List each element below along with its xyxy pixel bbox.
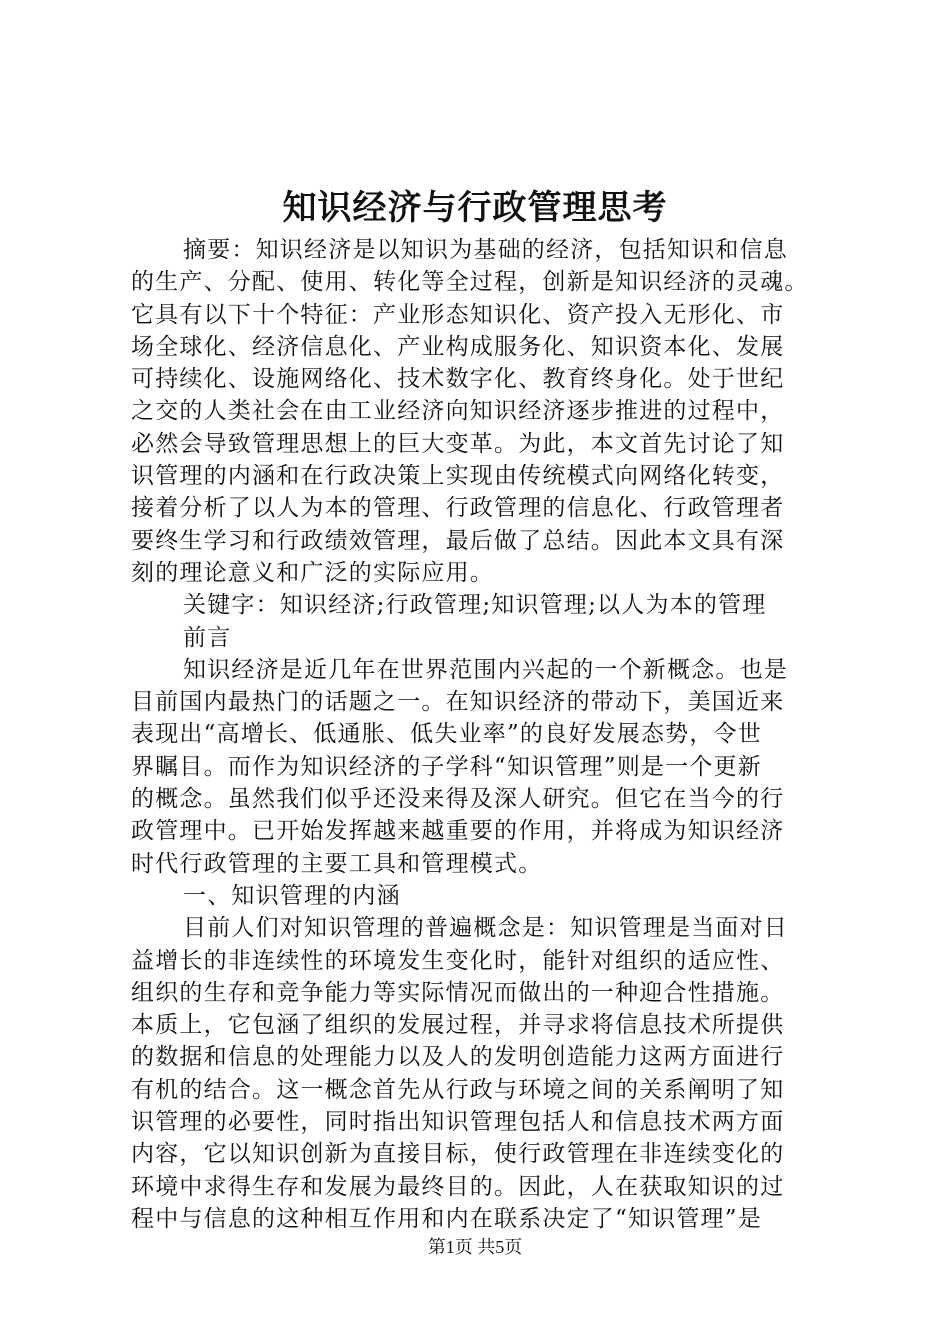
paragraph-line: 时代行政管理的主要工具和管理模式。 [131, 850, 543, 877]
document-title: 知识经济与行政管理思考 [282, 188, 668, 228]
paragraph-line: 益增长的非连续性的环境发生变化时，能针对组织的适应性、 [131, 947, 785, 974]
paragraph-line: 的概念。虽然我们似乎还没来得及深人研究。但它在当今的行 [131, 786, 785, 813]
paragraph-line: 表现出“高增长、低通胀、低失业率”的良好发展态势，令世 [131, 721, 762, 748]
paragraph-line: 环境中求得生存和发展为最终目的。因此，人在获取知识的过 [131, 1173, 785, 1200]
abstract-line: 刻的理论意义和广泛的实际应用。 [131, 559, 494, 586]
paragraph-line: 程中与信息的这种相互作用和内在联系决定了“知识管理”是 [131, 1205, 762, 1232]
paragraph-line: 目前国内最热门的话题之一。在知识经济的带动下，美国近来 [131, 689, 785, 716]
paragraph-line: 内容，它以知识创新为直接目标，使行政管理在非连续变化的 [131, 1141, 785, 1168]
paragraph-line: 知识经济是近几年在世界范围内兴起的一个新概念。也是 [183, 656, 788, 683]
document-body [131, 234, 831, 1235]
paragraph-line: 政管理中。已开始发挥越来越重要的作用，并将成为知识经济 [131, 818, 785, 845]
keywords-line: 关键字：知识经济;行政管理;知识管理;以人为本的管理 [183, 592, 767, 619]
abstract-line: 必然会导致管理思想上的巨大变革。为此，本文首先讨论了知 [131, 430, 785, 457]
abstract-line: 场全球化、经济信息化、产业构成服务化、知识资本化、发展 [131, 333, 785, 360]
abstract-line: 可持续化、设施网络化、技术数字化、教育终身化。处于世纪 [131, 366, 785, 393]
section-heading-preface: 前言 [183, 624, 232, 651]
abstract-line: 它具有以下十个特征：产业形态知识化、资产投入无形化、市 [131, 301, 785, 328]
paragraph-line: 有机的结合。这一概念首先从行政与环境之间的关系阐明了知 [131, 1076, 785, 1103]
abstract-line: 要终生学习和行政绩效管理，最后做了总结。因此本文具有深 [131, 527, 785, 554]
section-heading-1: 一、知识管理的内涵 [183, 882, 401, 909]
paragraph-line: 的数据和信息的处理能力以及人的发明创造能力这两方面进行 [131, 1044, 785, 1071]
abstract-line: 摘要：知识经济是以知识为基础的经济，包括知识和信息 [183, 237, 788, 263]
paragraph-line: 识管理的必要性，同时指出知识管理包括人和信息技术两方面 [131, 1109, 785, 1136]
abstract-line: 的生产、分配、使用、转化等全过程，创新是知识经济的灵魂。 [131, 269, 809, 296]
abstract-line: 接着分析了以人为本的管理、行政管理的信息化、行政管理者 [131, 495, 785, 522]
paragraph-line: 本质上，它包涵了组织的发展过程，并寻求将信息技术所提供 [131, 1012, 785, 1039]
paragraph-line: 界瞩目。而作为知识经济的子学科“知识管理”则是一个更新 [131, 753, 762, 780]
paragraph-line: 组织的生存和竞争能力等实际情况而做出的一种迎合性措施。 [131, 979, 785, 1006]
abstract-line: 识管理的内涵和在行政决策上实现由传统模式向网络化转变， [131, 463, 785, 490]
abstract-line: 之交的人类社会在由工业经济向知识经济逐步推进的过程中， [131, 398, 785, 425]
page-number-footer: 第1页 共5页 [427, 1237, 523, 1257]
paragraph-line: 目前人们对知识管理的普遍概念是：知识管理是当面对日 [183, 915, 788, 942]
